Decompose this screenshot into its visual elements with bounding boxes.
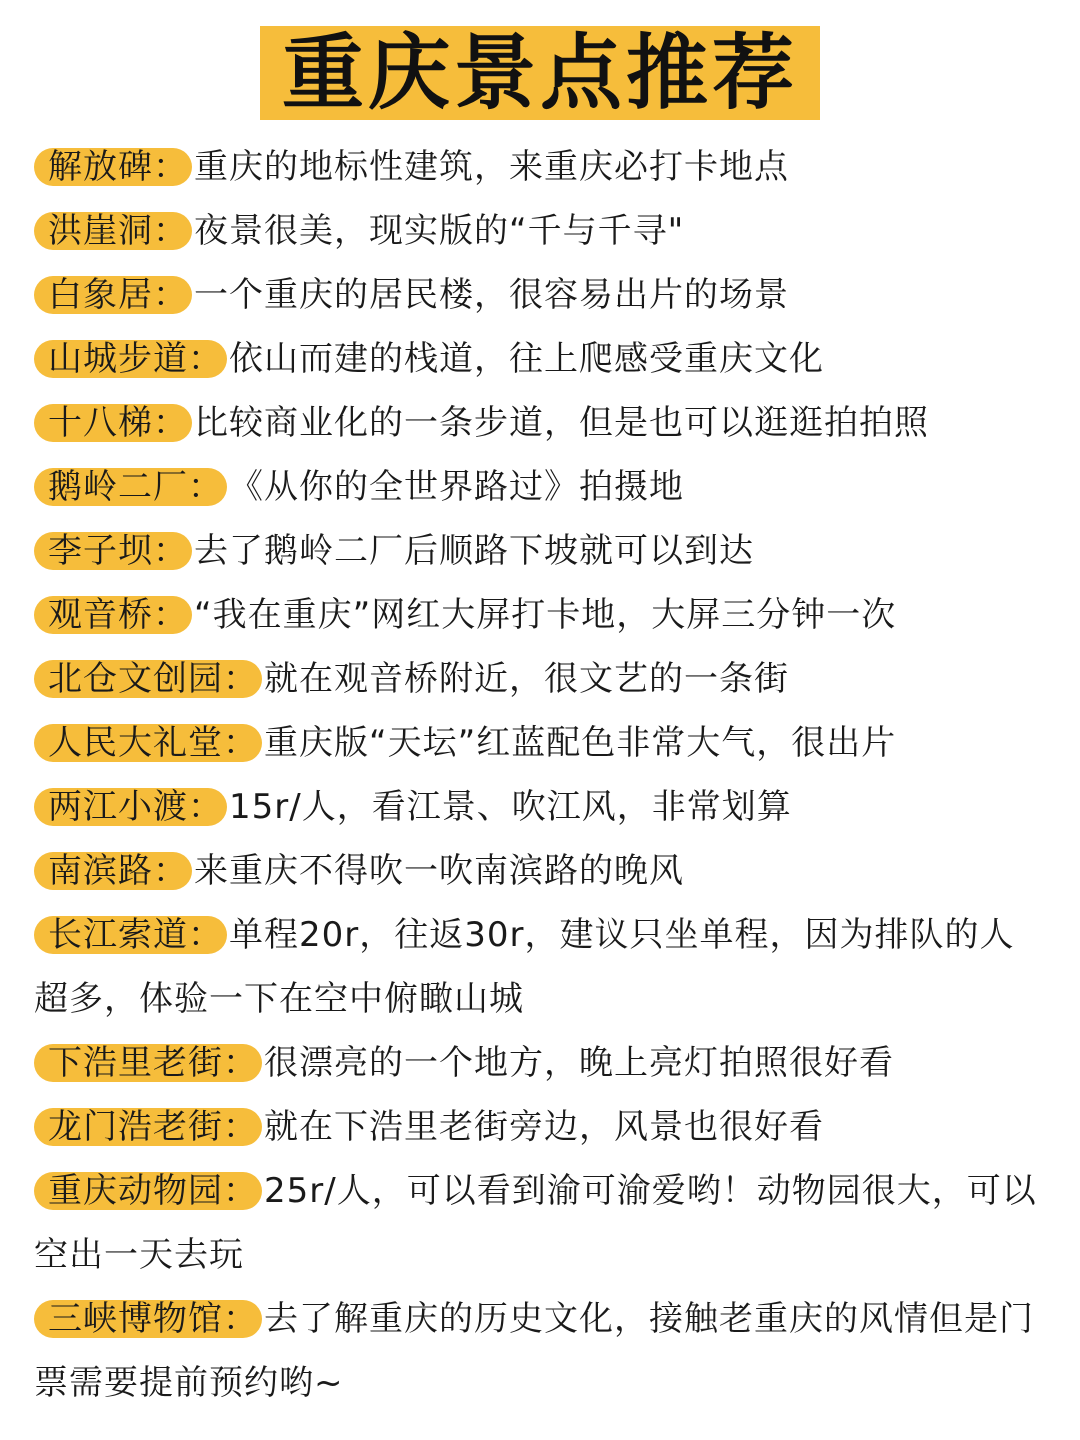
attraction-description: 重庆的地标性建筑，来重庆必打卡地点: [194, 147, 789, 187]
list-item: [34, 135, 1044, 199]
attraction-description: 来重庆不得吹一吹南滨路的晚风: [194, 851, 684, 891]
attraction-name: 解放碑：: [34, 148, 192, 186]
attraction-name: 白象居：: [34, 276, 192, 314]
list-item: [34, 199, 1044, 263]
list-item: [34, 455, 1044, 519]
attraction-name: 龙门浩老街：: [34, 1108, 262, 1146]
list-item: [34, 1287, 1044, 1415]
attraction-list: [34, 135, 1044, 1415]
attraction-description: 很漂亮的一个地方，晚上亮灯拍照很好看: [264, 1043, 894, 1083]
attraction-description: 一个重庆的居民楼，很容易出片的场景: [194, 275, 789, 315]
attraction-name: 南滨路：: [34, 852, 192, 890]
list-item: [34, 391, 1044, 455]
attraction-name: 北仓文创园：: [34, 660, 262, 698]
attraction-name: 三峡博物馆：: [34, 1300, 262, 1338]
attraction-name: 山城步道：: [34, 340, 227, 378]
attraction-description: 重庆版“天坛”红蓝配色非常大气，很出片: [264, 723, 897, 763]
list-item: [34, 647, 1044, 711]
attraction-name: 李子坝：: [34, 532, 192, 570]
attraction-description: 夜景很美，现实版的“千与千寻": [194, 211, 685, 251]
page-title: 重庆景点推荐: [260, 26, 820, 120]
list-item: [34, 711, 1044, 775]
list-item: [34, 263, 1044, 327]
attraction-description: 25r/人，可以看到渝可渝爱哟！动物园很大，可以空出一天去玩: [34, 1171, 1037, 1275]
attraction-description: 15r/人，看江景、吹江风，非常划算: [229, 787, 792, 827]
attraction-description: “我在重庆”网红大屏打卡地，大屏三分钟一次: [194, 595, 897, 635]
attraction-description: 就在下浩里老街旁边，风景也很好看: [264, 1107, 824, 1147]
attraction-name: 鹅岭二厂：: [34, 468, 227, 506]
list-item: [34, 775, 1044, 839]
attraction-name: 长江索道：: [34, 916, 227, 954]
attraction-description: 《从你的全世界路过》拍摄地: [229, 467, 684, 507]
attraction-name: 两江小渡：: [34, 788, 227, 826]
attraction-description: 去了鹅岭二厂后顺路下坡就可以到达: [194, 531, 754, 571]
attraction-name: 人民大礼堂：: [34, 724, 262, 762]
attraction-description: 就在观音桥附近，很文艺的一条街: [264, 659, 789, 699]
list-item: [34, 1031, 1044, 1095]
list-item: [34, 839, 1044, 903]
list-item: [34, 1095, 1044, 1159]
attraction-name: 下浩里老街：: [34, 1044, 262, 1082]
list-item: [34, 519, 1044, 583]
attraction-description: 比较商业化的一条步道，但是也可以逛逛拍拍照: [194, 403, 929, 443]
list-item: [34, 327, 1044, 391]
attraction-name: 洪崖洞：: [34, 212, 192, 250]
attraction-description: 依山而建的栈道，往上爬感受重庆文化: [229, 339, 824, 379]
title-container: [0, 26, 1080, 120]
list-item: [34, 903, 1044, 1031]
list-item: [34, 1159, 1044, 1287]
list-item: [34, 583, 1044, 647]
attraction-description: 单程20r，往返30r，建议只坐单程，因为排队的人超多，体验一下在空中俯瞰山城: [34, 915, 1015, 1019]
attraction-name: 观音桥：: [34, 596, 192, 634]
attraction-name: 十八梯：: [34, 404, 192, 442]
attraction-description: 去了解重庆的历史文化，接触老重庆的风情但是门票需要提前预约哟~: [34, 1299, 1034, 1403]
attraction-name: 重庆动物园：: [34, 1172, 262, 1210]
